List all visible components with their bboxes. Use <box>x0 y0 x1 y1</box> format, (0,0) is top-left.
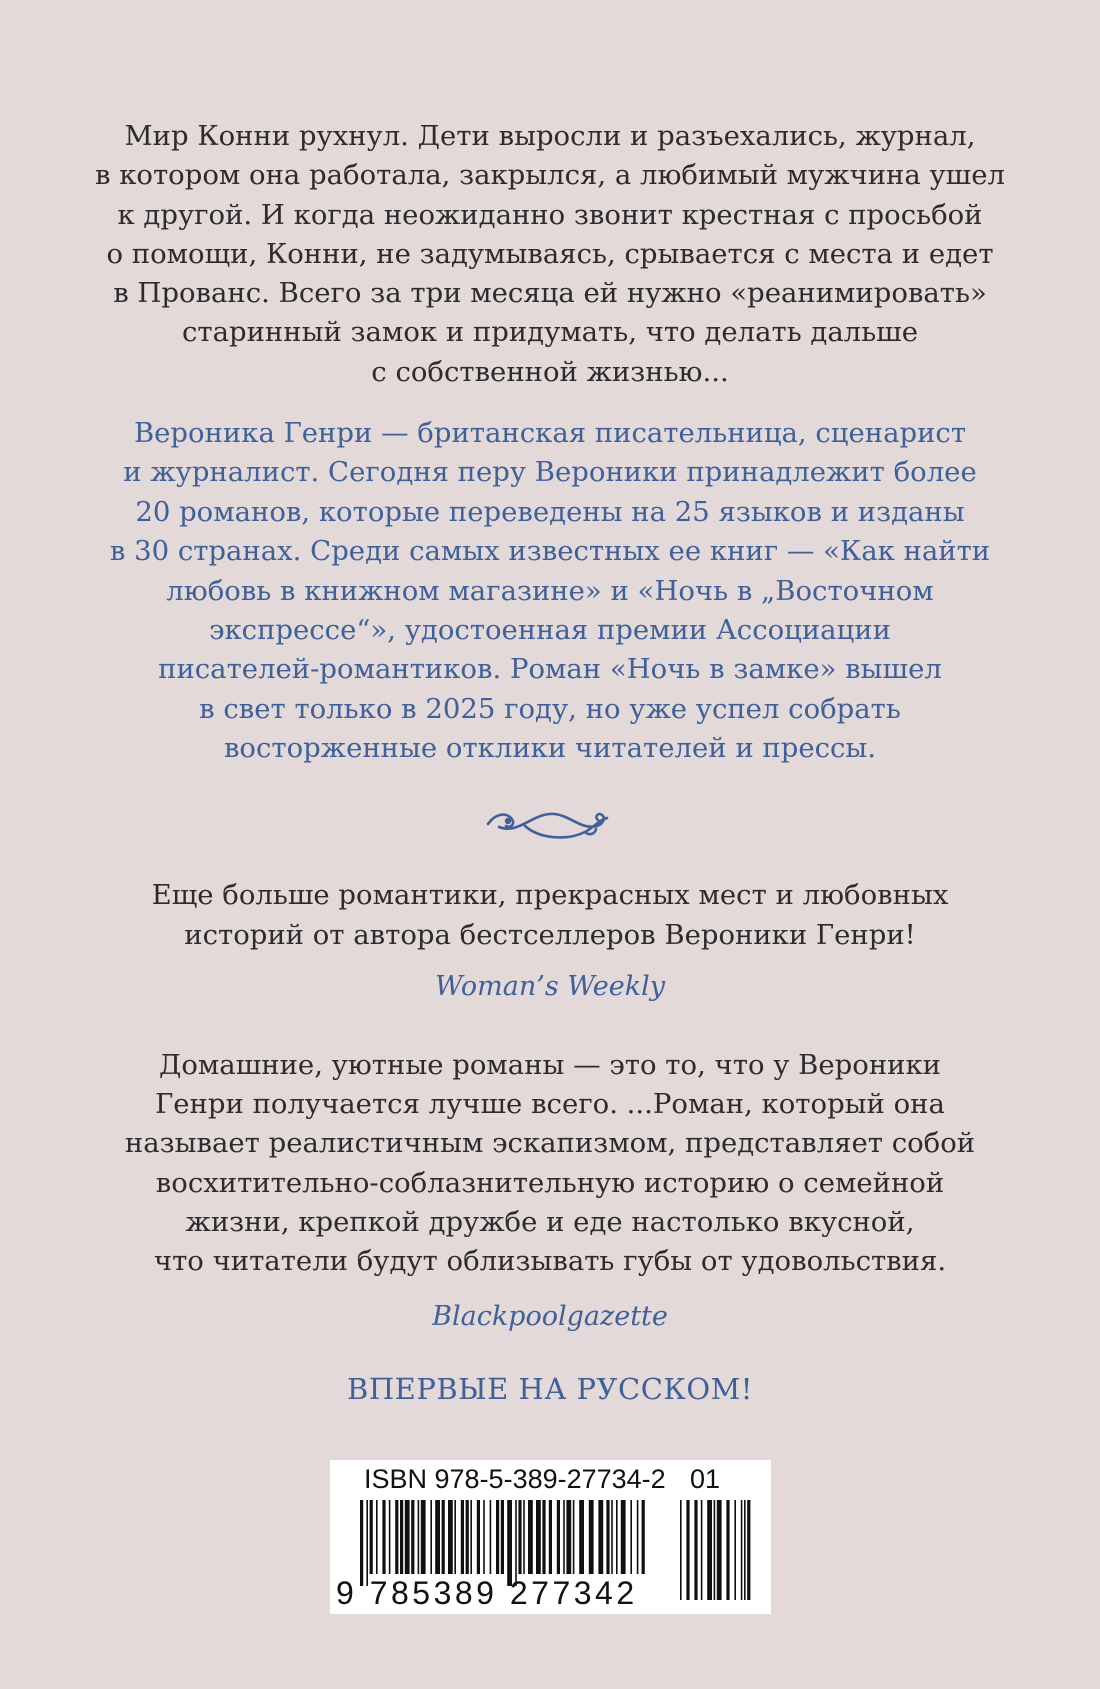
review-source: Blackpoolgazette <box>432 1301 668 1332</box>
synopsis <box>0 117 1100 392</box>
review-quote-2 <box>0 1046 1100 1281</box>
review-line: восхитительно-соблазнительную историю о семейной <box>155 1166 945 1199</box>
author-bio <box>0 414 1100 769</box>
review-quote-1 <box>0 876 1100 955</box>
synopsis-line: в Прованс. Всего за три месяца ей нужно «реанимировать» <box>113 277 987 310</box>
isbn-barcode <box>330 1460 771 1614</box>
flourish-ornament-icon <box>485 800 615 846</box>
review-line: историй от автора бестселлеров Вероники Генри! <box>184 918 916 951</box>
author-bio-line: в 30 странах. Среди самых известных ее книг — «Как найти <box>109 535 991 568</box>
first-in-russian-banner: ВПЕРВЫЕ НА РУССКОМ! <box>347 1372 753 1406</box>
author-bio-line: 20 романов, которые переведены на 25 языков и изданы <box>135 495 965 528</box>
isbn-label: ISBN 978-5-389-27734-2 <box>364 1464 666 1494</box>
author-bio-line: экспрессе“», удостоенная премии Ассоциации <box>209 614 891 647</box>
review-line: Домашние, уютные романы — это то, что у Вероники <box>159 1049 941 1081</box>
synopsis-line: к другой. И когда неожиданно звонит крестная с просьбой <box>117 198 983 231</box>
author-bio-line: в свет только в 2025 году, но уже успел собрать <box>199 692 901 725</box>
price-addon: 01 <box>690 1464 721 1494</box>
author-bio-line: и журналист. Сегодня перу Вероники принадлежит более <box>123 456 977 489</box>
review-line: что читатели будут облизывать губы от удовольствия. <box>153 1245 947 1278</box>
author-bio-line: восторженные отклики читателей и прессы. <box>223 732 877 765</box>
ean-digits: 9 785389 277342 <box>336 1575 638 1611</box>
synopsis-line: с собственной жизнью... <box>371 355 729 388</box>
review-source-2 <box>0 1297 1100 1336</box>
author-bio-line: Вероника Генри — британская писательница, сценарист <box>133 417 967 449</box>
author-bio-line: любовь в книжном магазине» и «Ночь в „Восточном <box>166 574 934 607</box>
review-line: жизни, крепкой дружбе и еде настолько вкусной, <box>185 1205 915 1238</box>
author-bio-line: писателей-романтиков. Роман «Ночь в замке» вышел <box>158 653 942 686</box>
review-source-1 <box>0 967 1100 1006</box>
synopsis-line: старинный замок и придумать, что делать дальше <box>181 316 919 349</box>
review-line: Генри получается лучше всего. ...Роман, который она <box>155 1088 945 1121</box>
review-source: Woman’s Weekly <box>434 971 666 1002</box>
synopsis-line: Мир Конни рухнул. Дети выросли и разъехались, журнал, <box>124 120 976 152</box>
review-line: Еще больше романтики, прекрасных мест и любовных <box>151 879 949 911</box>
synopsis-line: о помощи, Конни, не задумываясь, срывается с места и едет <box>106 237 994 270</box>
synopsis-line: в котором она работала, закрылся, а любимый мужчина ушел <box>94 159 1005 192</box>
review-line: называет реалистичным эскапизмом, представляет собой <box>124 1127 976 1160</box>
